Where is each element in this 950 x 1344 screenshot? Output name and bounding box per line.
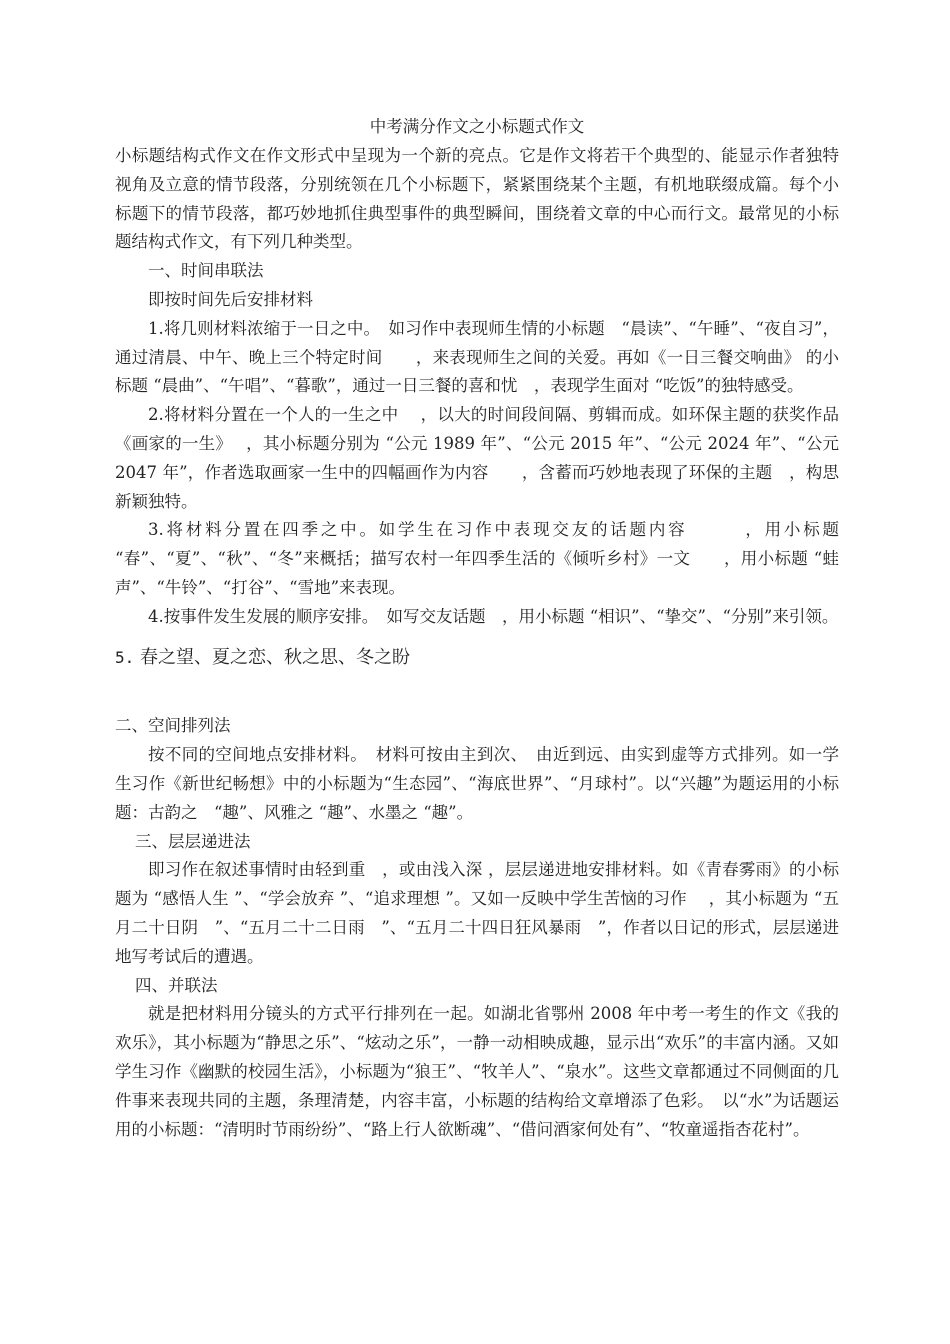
list-item: 2.将材料分置在一个人的一生之中 ，以大的时间段间隔、剪辑而成。如环保主题的获奖作品《画家的一生》 ，其小标题分别为 “公元 1989 年”、“公元 2015 年”、“公元 2024 年”、“公元 2047 年”，作者选取画家一生中的四幅画作为内容 ，含蓄而巧妙地表现了环保的主题 ，构思新颖独特。 — [115, 405, 839, 511]
example-line — [115, 644, 839, 673]
document-title: 中考满分作文之小标题式作文 — [369, 117, 585, 136]
example-number: 5. — [115, 647, 135, 667]
document-page — [115, 112, 839, 1144]
example-text: 春之望、夏之恋、秋之思、冬之盼 — [140, 646, 410, 668]
list-item: 4.按事件发生发展的顺序安排。 如写交友话题 ，用小标题 “相识”、“挚交”、“分别”来引领。 — [148, 606, 839, 626]
section-heading-space: 二、空间排列法 — [115, 716, 231, 736]
section-heading-progressive: 三、层层递进法 — [135, 831, 251, 851]
section-heading-time: 一、时间串联法 — [148, 261, 264, 281]
section-body-parallel: 就是把材料用分镜头的方式平行排列在一起。如湖北省鄂州 2008 年中考一考生的作文《我的欢乐》，其小标题为“静思之乐”、“炫动之乐”，一静一动相映成趣，显示出“欢乐”的丰富内涵。又如学生习作《幽默的校园生活》，小标题为“狼王”、“牧羊人”、“泉水”。这些文章都通过不同侧面的几件事来表现共同的主题，条理清楚，内容丰富，小标题的结构给文章增添了色彩。 以“水”为话题运用的小标题：“清明时节雨纷纷”、“路上行人欲断魂”、“借问酒家何处有”、“牧童遥指杏花村”。 — [115, 1004, 839, 1139]
section-subheading-time: 即按时间先后安排材料 — [148, 289, 313, 309]
intro-paragraph: 小标题结构式作文在作文形式中呈现为一个新的亮点。它是作文将若干个典型的、能显示作者独特视角及立意的情节段落，分别统领在几个小标题下，紧紧围绕某个主题，有机地联缀成篇。每个小标题下的情节段落，都巧妙地抓住典型事件的典型瞬间，围绕着文章的中心而行文。最常见的小标题结构式作文，有下列几种类型。 — [115, 146, 839, 252]
section-body-progressive: 即习作在叙述事情时由轻到重 ，或由浅入深 ，层层递进地安排材料。如《青春雾雨》的小标题为 “感悟人生 ”、“学会放弃 ”、“追求理想 ”。又如一反映中学生苦恼的习作 ，其小标题为 “五月二十日阴 ”、“五月二十二日雨 ”、“五月二十四日狂风暴雨 ”，作者以日记的形式，层层递进地写考试后的遭遇。 — [115, 860, 839, 966]
section-heading-parallel: 四、并联法 — [135, 975, 218, 995]
section-body-space: 按不同的空间地点安排材料。 材料可按由主到次、 由近到远、由实到虚等方式排列。如一学生习作《新世纪畅想》中的小标题为“生态园”、“海底世界”、“月球村”。以“兴趣”为题运用的小标题：古韵之 “趣”、风雅之 “趣”、水墨之 “趣”。 — [115, 745, 839, 822]
list-item: 1.将几则材料浓缩于一日之中。 如习作中表现师生情的小标题 “晨读”、“午睡”、“夜自习”，通过清晨、中午、晚上三个特定时间 ，来表现师生之间的关爱。再如《一日三餐交响曲》 的小标题 “晨曲”、“午唱”、“暮歌”，通过一日三餐的喜和忧 ，表现学生面对 “吃饭”的独特感受。 — [115, 318, 839, 396]
list-item: 3.将材料分置在四季之中。如学生在习作中表现交友的话题内容 ，用小标题 “春”、“夏”、“秋”、“冬”来概括；描写农村一年四季生活的《倾听乡村》一文 ，用小标题 “蛙声”、“牛铃”、“打谷”、“雪地”来表现。 — [115, 520, 839, 597]
